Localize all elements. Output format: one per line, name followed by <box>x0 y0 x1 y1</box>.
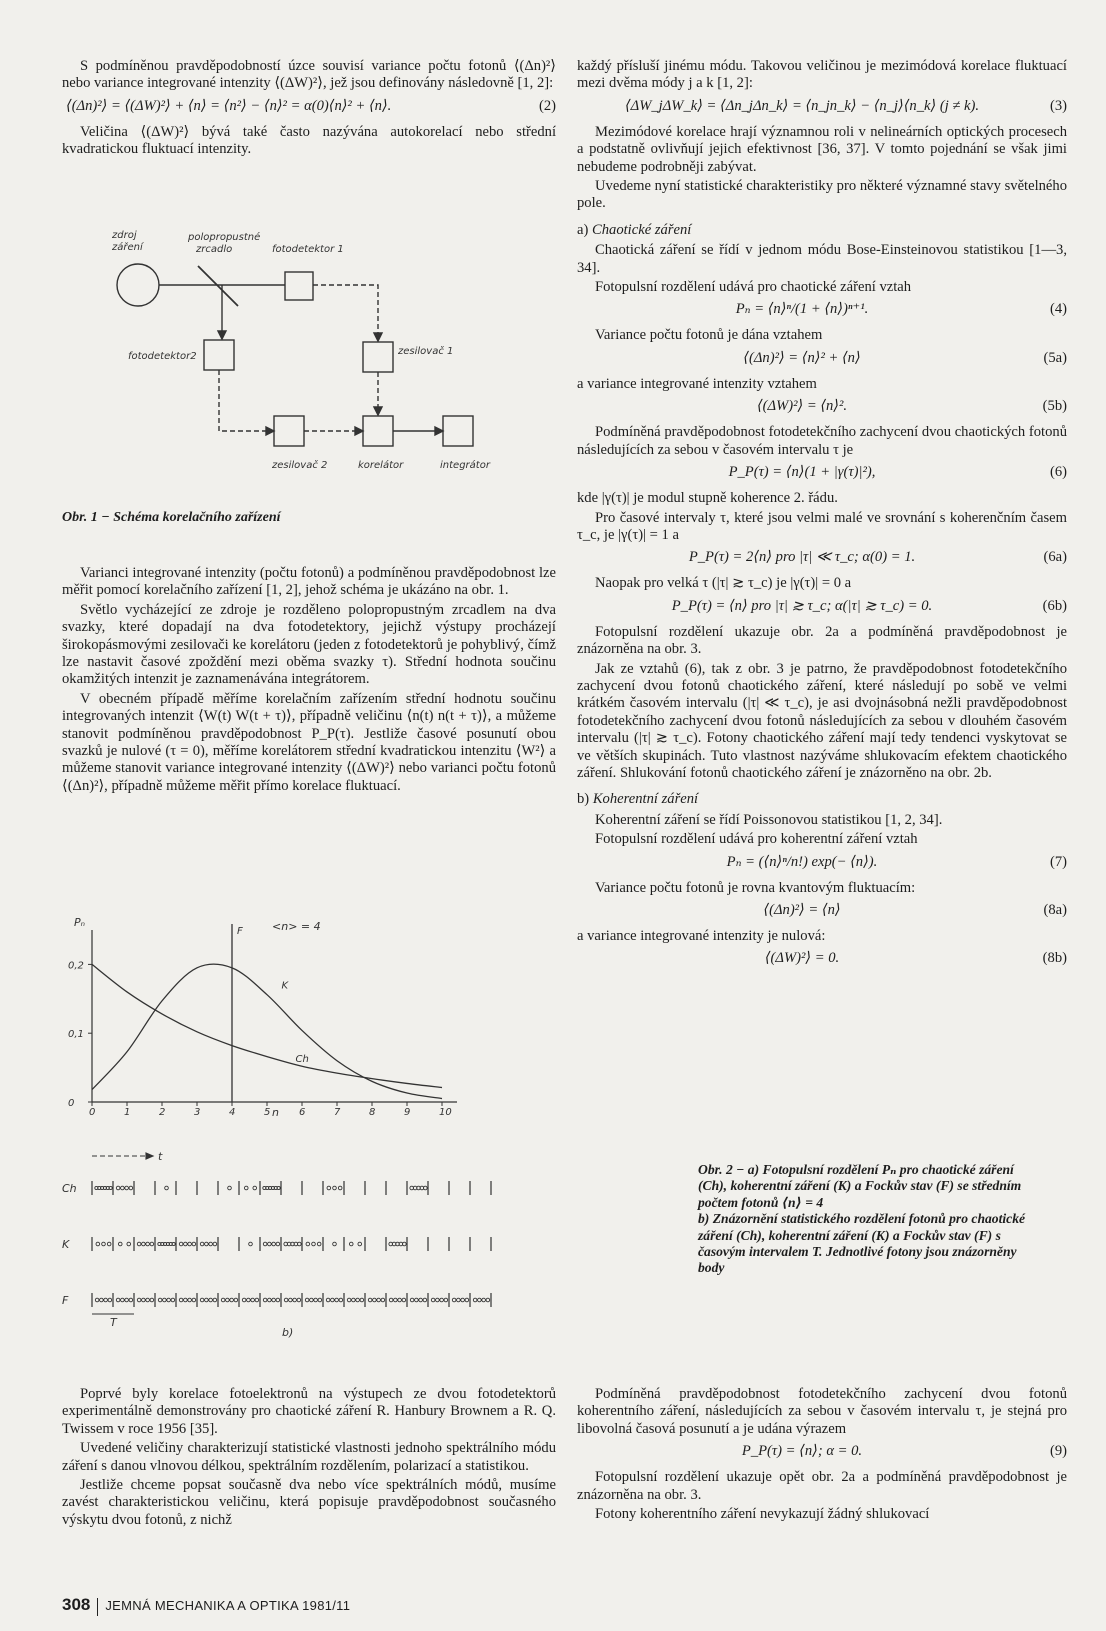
photon-dot <box>457 1298 461 1302</box>
y-tick-label: 0,1 <box>68 1029 84 1041</box>
photon-dot <box>338 1186 342 1190</box>
photon-dot <box>305 1298 309 1302</box>
equation-number: (7) <box>1049 853 1067 870</box>
equation-number: (5a) <box>1043 349 1067 366</box>
equation-number: (5b) <box>1042 398 1067 415</box>
arrow-icon <box>266 427 274 435</box>
photon-dot <box>356 1298 360 1302</box>
photon-dot <box>184 1298 188 1302</box>
equation-text: ⟨(ΔW)²⟩ = 0. <box>764 950 840 967</box>
photon-dot <box>310 1298 314 1302</box>
equation-6b <box>577 598 1067 617</box>
photon-dot <box>142 1242 146 1246</box>
y-tick-label: 0,2 <box>68 960 84 972</box>
arrow-icon <box>435 427 443 435</box>
photon-dot <box>209 1298 213 1302</box>
photon-dot <box>276 1242 280 1246</box>
paragraph: Pro časové intervaly τ, které jsou velmi malé ve srovnání s koherenčním časem τ_c, je |γ(τ)| = 1 a <box>577 509 1067 543</box>
page-footer <box>62 1595 350 1616</box>
photon-dot <box>163 1298 167 1302</box>
photon-dot <box>465 1298 469 1302</box>
photon-dot <box>249 1242 253 1246</box>
photon-dot <box>192 1242 196 1246</box>
left-column-middle <box>62 565 556 797</box>
photon-dot <box>333 1186 337 1190</box>
x-tick-label: 0 <box>89 1107 96 1117</box>
x-tick-label: 5 <box>264 1107 271 1117</box>
photon-dot <box>352 1298 356 1302</box>
photon-dot <box>402 1298 406 1302</box>
photon-dot <box>358 1242 362 1246</box>
footer-divider <box>97 1598 98 1616</box>
x-tick-label: 3 <box>194 1107 201 1117</box>
equation-5b <box>577 398 1067 417</box>
row-label-f: F <box>62 1294 69 1307</box>
right-column-top <box>577 58 1067 976</box>
left-column-bottom <box>62 1386 556 1531</box>
paragraph: Fotopulsní rozdělení ukazuje opět obr. 2a a podmíněná pravděpodobnost je znázorněna na obr. 3. <box>577 1469 1067 1503</box>
photon-dot <box>339 1298 343 1302</box>
equation-text: Pₙ = (⟨n⟩ⁿ/n!) exp(− ⟨n⟩). <box>726 853 878 870</box>
photon-dot <box>200 1242 204 1246</box>
photon-dot <box>272 1298 276 1302</box>
photon-dot <box>255 1298 259 1302</box>
figure-2a-chart <box>62 912 482 1117</box>
photon-dot <box>205 1298 209 1302</box>
photon-dot <box>306 1242 310 1246</box>
photon-dot <box>125 1186 129 1190</box>
photon-dot <box>293 1298 297 1302</box>
paragraph: Naopak pro velká τ (|τ| ≳ τ_c) je |γ(τ)| = 0 a <box>595 575 852 592</box>
photon-dot <box>200 1298 204 1302</box>
photon-dot <box>482 1298 486 1302</box>
photon-dot <box>95 1298 99 1302</box>
equation-4 <box>577 301 1067 320</box>
photon-dot <box>381 1298 385 1302</box>
photon-dot <box>272 1242 276 1246</box>
photodetector-1-box <box>285 272 313 300</box>
photon-dot <box>398 1298 402 1302</box>
photon-dot <box>108 1298 112 1302</box>
label-source: zdroj <box>112 230 137 241</box>
photon-dot <box>179 1298 183 1302</box>
equation-7 <box>577 854 1067 873</box>
x-axis-label: n <box>272 1106 279 1117</box>
photon-dot <box>335 1298 339 1302</box>
x-tick-label: 10 <box>439 1107 452 1117</box>
x-tick-label: 4 <box>229 1107 236 1117</box>
photon-dot <box>444 1298 448 1302</box>
photon-dot <box>213 1242 217 1246</box>
equation-number: (6b) <box>1042 597 1067 614</box>
paragraph: Fotopulsní rozdělení ukazuje obr. 2a a podmíněná pravděpodobnost je znázorněna na obr. 3. <box>577 623 1067 658</box>
equation-text: P_P(τ) = 2⟨n⟩ pro |τ| ≪ τ_c; α(0) = 1. <box>688 549 916 566</box>
equation-number: (6a) <box>1043 549 1067 566</box>
paragraph: Podmíněná pravděpodobnost fotodetekčního zachycení dvou chaotických fotonů následujících za sebou v časovém intervalu τ je <box>577 424 1067 458</box>
arrow-icon <box>218 331 226 339</box>
series-label-ch: Ch <box>295 1054 309 1066</box>
right-column-bottom <box>577 1386 1067 1525</box>
photon-dot <box>127 1242 131 1246</box>
photon-dot <box>419 1298 423 1302</box>
photon-dot <box>297 1298 301 1302</box>
equation-9 <box>577 1443 1067 1462</box>
equation-number: (2) <box>538 97 556 114</box>
photon-dot <box>415 1298 419 1302</box>
photon-dot <box>251 1298 255 1302</box>
equation-text: P_P(τ) = ⟨n⟩ pro |τ| ≳ τ_c; α(|τ| ≳ τ_c) = 0. <box>671 597 933 614</box>
photon-dot <box>314 1298 318 1302</box>
label-mirror: zrcadlo <box>196 244 233 255</box>
paragraph: Veličina ⟨(ΔW)²⟩ bývá také často nazývána autokorelací nebo střední kvadratickou fluktuací intenzity. <box>62 123 556 158</box>
x-tick-label: 7 <box>334 1107 341 1117</box>
label-radiation: záření <box>112 242 143 253</box>
photon-dot <box>209 1242 213 1246</box>
photon-dot <box>394 1298 398 1302</box>
series-line-k <box>92 964 442 1098</box>
photon-dot <box>486 1298 490 1302</box>
photon-dot <box>440 1298 444 1302</box>
photon-dot <box>192 1298 196 1302</box>
label-amplifier-1: zesilovač 1 <box>398 346 454 357</box>
photon-dot <box>167 1298 171 1302</box>
photon-dot <box>326 1298 330 1302</box>
photon-dot <box>146 1242 150 1246</box>
photon-dot <box>171 1298 175 1302</box>
figure-2-caption: Obr. 2 − a) Fotopulsní rozdělení Pₙ pro chaotické záření (Ch), koherentní záření (K) a Fockův stav (F) se středním počtem fotonů ⟨n⟩ = 4 b) Znázornění statistického rozdělení fotonů pro chaotické záření (Ch), koherentní záření (K) a Fockův stav (F) s časovým intervalem T. Jednotlivé fotony jsou znázorněny body <box>698 1162 1026 1276</box>
series-label-k: K <box>281 980 289 992</box>
arrow-icon <box>374 407 382 415</box>
equation-text: ⟨(Δn)²⟩ = ⟨n⟩² + ⟨n⟩ <box>743 349 861 366</box>
photon-dot <box>96 1242 100 1246</box>
label-amplifier-2: zesilovač 2 <box>272 460 328 471</box>
photon-dot <box>213 1298 217 1302</box>
photon-dot <box>268 1242 272 1246</box>
paragraph: Jestliže chceme popsat současně dva nebo více spektrálních módů, musíme zavést charakteristickou veličinu, která popisuje pravděpodobnost současného výskytu dvou fotonů, z nichž <box>62 1477 556 1528</box>
photon-dot <box>253 1186 257 1190</box>
photon-dot <box>146 1298 150 1302</box>
label-correlator: korelátor <box>358 460 404 471</box>
photon-dot <box>452 1298 456 1302</box>
photon-dot <box>318 1298 322 1302</box>
section-heading-coherent: b) Koherentní záření <box>577 791 699 808</box>
equation-number: (8b) <box>1042 950 1067 967</box>
photon-dot <box>247 1298 251 1302</box>
left-column-top <box>62 58 556 161</box>
photon-dot <box>165 1186 169 1190</box>
equation-text: Pₙ = ⟨n⟩ⁿ/(1 + ⟨n⟩)ⁿ⁺¹. <box>735 301 869 318</box>
equation-number: (6) <box>1049 464 1067 481</box>
photon-dot <box>104 1298 108 1302</box>
equation-number: (3) <box>1049 97 1067 114</box>
equation-2 <box>62 98 556 117</box>
equation-text: ⟨(Δn)²⟩ = ⟨(ΔW)²⟩ + ⟨n⟩ = ⟨n²⟩ − ⟨n⟩² = α(0)⟨n⟩² + ⟨n⟩. <box>66 97 392 114</box>
photon-dot <box>276 1298 280 1302</box>
figure-1-caption: Obr. 1 − Schéma korelačního zařízení <box>62 510 281 525</box>
photon-dot <box>312 1242 316 1246</box>
light-source-circle <box>117 264 159 306</box>
photon-dot <box>373 1298 377 1302</box>
photon-dot <box>129 1298 133 1302</box>
paragraph: Poprvé byly korelace fotoelektronů na výstupech ze dvou fotodetektorů experimentálně demonstrovány pro chaotické záření R. Hanbury Brownem a R. Q. Twissem v roce 1956 [35]. <box>62 1386 556 1437</box>
equation-text: P_P(τ) = ⟨n⟩; α = 0. <box>741 1443 863 1460</box>
photon-dot <box>436 1298 440 1302</box>
amplifier-1-box <box>363 342 393 372</box>
photon-dot <box>221 1298 225 1302</box>
label-photodetector-2: fotodetektor2 <box>128 351 197 362</box>
photon-dot <box>107 1242 111 1246</box>
x-tick-label: 2 <box>159 1107 166 1117</box>
arrow-icon <box>146 1153 153 1159</box>
photon-dot <box>205 1242 209 1246</box>
photon-dot <box>228 1186 232 1190</box>
x-tick-label: 1 <box>124 1107 131 1117</box>
equation-6a <box>577 549 1067 568</box>
equation-8a <box>577 902 1067 921</box>
photon-dot <box>129 1186 133 1190</box>
interval-T-label: T <box>110 1316 117 1329</box>
photon-dot <box>263 1242 267 1246</box>
photon-dot <box>226 1298 230 1302</box>
section-heading-chaotic: a) Chaotické záření <box>577 221 692 238</box>
photon-dot <box>331 1298 335 1302</box>
photon-dot <box>327 1186 331 1190</box>
photon-dot <box>234 1298 238 1302</box>
photon-dot <box>158 1298 162 1302</box>
photon-dot <box>347 1298 351 1302</box>
paragraph: Fotopulsní rozdělení udává pro koherentní záření vztah <box>595 831 918 848</box>
arrow-icon <box>374 333 382 341</box>
photon-dot <box>137 1242 141 1246</box>
paragraph: Uvedeme nyní statistické charakteristiky pro některé významné stavy světelného pole. <box>577 178 1067 212</box>
page-number: 308 <box>62 1595 91 1614</box>
equation-3 <box>577 98 1067 117</box>
paragraph: Chaotická záření se řídí v jednom módu Bose-Einsteinovou statistikou [1—3, 34]. <box>577 242 1067 276</box>
photon-dot <box>242 1298 246 1302</box>
photon-dot <box>431 1298 435 1302</box>
photon-dot <box>179 1242 183 1246</box>
photon-dot <box>410 1298 414 1302</box>
photon-dot <box>389 1298 393 1302</box>
paragraph: Fotony koherentního záření nevykazují žádný shlukovací <box>595 1506 930 1523</box>
time-label: t <box>158 1150 163 1163</box>
y-axis-label: Pₙ <box>74 916 86 929</box>
equation-number: (4) <box>1049 301 1067 318</box>
equation-text: ⟨ΔW_jΔW_k⟩ = ⟨Δn_jΔn_k⟩ = ⟨n_jn_k⟩ − ⟨n_j⟩⟨n_k⟩ (j ≠ k). <box>624 97 980 114</box>
photon-dot <box>116 1186 120 1190</box>
photon-dot <box>121 1298 125 1302</box>
equation-number: (9) <box>1049 1443 1067 1460</box>
photon-dot <box>121 1186 125 1190</box>
photon-dot <box>150 1242 154 1246</box>
equation-5a <box>577 350 1067 369</box>
photon-dot <box>137 1298 141 1302</box>
paragraph: kde |γ(τ)| je modul stupně koherence 2. řádu. <box>577 490 838 507</box>
photon-dot <box>349 1242 353 1246</box>
equation-text: P_P(τ) = ⟨n⟩(1 + |γ(τ)|²), <box>728 464 876 481</box>
photon-dot <box>478 1298 482 1302</box>
y-tick-label: 0 <box>68 1098 75 1109</box>
figure-2b-photon-rows <box>62 1144 502 1344</box>
photon-dot <box>188 1298 192 1302</box>
photon-dot <box>263 1298 267 1302</box>
photon-dot <box>142 1298 146 1302</box>
photon-dot <box>244 1186 248 1190</box>
magazine-name: JEMNÁ MECHANIKA A OPTIKA 1981/11 <box>105 1598 351 1613</box>
signal-line <box>313 285 378 340</box>
paragraph: Variance počtu fotonů je dána vztahem <box>595 327 823 344</box>
paragraph: a variance integrované intenzity vztahem <box>577 375 817 392</box>
photon-dot <box>461 1298 465 1302</box>
photon-dot <box>360 1298 364 1302</box>
photon-dot <box>317 1242 321 1246</box>
paragraph: Variance počtu fotonů je rovna kvantovým fluktuacím: <box>595 879 916 896</box>
paragraph: Uvedené veličiny charakterizují statistické vlastnosti jednoho spektrálního módu záření s danou vlnovou délkou, spektrálním rozdělením, polarizací a statistikou. <box>62 1440 556 1474</box>
row-label-k: K <box>62 1238 70 1251</box>
x-tick-label: 9 <box>404 1107 411 1117</box>
semi-transparent-mirror <box>198 266 238 306</box>
paragraph: a variance integrované intenzity je nulová: <box>577 928 826 944</box>
equation-number: (8a) <box>1043 902 1067 918</box>
figure-1-schematic <box>100 228 520 490</box>
paragraph: Varianci integrované intenzity (počtu fotonů) a podmíněnou pravděpodobnost lze měřit pomocí korelačního zařízení [1, 2], jehož schéma je ukázáno na obr. 1. <box>62 565 556 599</box>
paragraph: Světlo vycházející ze zdroje je rozděleno polopropustným zrcadlem na dva svazky, které dopadají na dva fotodetektory, jejichž výstupy procházejí širokopásmovými zesilovači ke korelátoru (jeden z fotodetektorů je pohyblivý, čímž lze nastavit časové zpoždění mezi oběma svazky τ). Střední hodnota součinu okamžitých intenzit je zaznamenávána integrátorem. <box>62 601 556 688</box>
x-tick-label: 6 <box>299 1107 306 1117</box>
arrow-icon <box>355 427 363 435</box>
photon-dot <box>230 1298 234 1302</box>
equation-text: ⟨(Δn)²⟩ = ⟨n⟩ <box>763 902 841 918</box>
paragraph: Fotopulsní rozdělení udává pro chaotické záření vztah <box>595 279 912 296</box>
photon-dot <box>184 1242 188 1246</box>
x-tick-label: 8 <box>369 1107 376 1117</box>
equation-6 <box>577 464 1067 483</box>
integrator-box <box>443 416 473 446</box>
label-photodetector-1: fotodetektor 1 <box>272 244 344 255</box>
photodetector-2-box <box>204 340 234 370</box>
amplifier-2-box <box>274 416 304 446</box>
paragraph: Mezimódové korelace hrají významnou roli v nelineárních optických procesech a podstatně ovlivňují jejich efektivnost [36, 37]. V tomto pojednání se však jimi nebudeme podrobněji zabývat. <box>577 123 1067 175</box>
paragraph: S podmíněnou pravděpodobností úzce souvisí variance počtu fotonů ⟨(Δn)²⟩ nebo variance integrované intenzity ⟨(ΔW)²⟩, jež jsou definovány následovně [1, 2]: <box>62 58 556 92</box>
photon-dot <box>333 1242 337 1246</box>
photon-dot <box>423 1298 427 1302</box>
equation-text: ⟨(ΔW)²⟩ = ⟨n⟩². <box>756 398 848 415</box>
photon-dot <box>116 1298 120 1302</box>
equation-8b <box>577 950 1067 969</box>
photon-dot <box>102 1242 106 1246</box>
fock-state-label: F <box>237 926 243 937</box>
photon-dot <box>268 1298 272 1302</box>
signal-line <box>219 370 272 431</box>
photon-dot <box>473 1298 477 1302</box>
paragraph: Podmíněná pravděpodobnost fotodetekčního zachycení dvou fotonů koherentního záření, následujících za sebou v časovém intervalu τ, je stejná pro libovolná časová posunutí a je udána výrazem <box>577 1386 1067 1437</box>
paragraph: Jak ze vztahů (6), tak z obr. 3 je patrno, že pravděpodobnost fotodetekčního zachycení dvou fotonů chaotického záření, které následují po sobě ve velmi krátkém časovém intervalu (|τ| ≪ τ_c), je asi dvojnásobná nežli pravděpodobnost fotodetekčního zachycení dvou fotonů následujících za sebou v dlouhém časovém intervalu (|τ| ≳ τ_c). Fotony chaotického záření mají tedy tendenci vyskytovat se ve větších skupinách. Tuto vlastnost nazýváme shlukovacím efektem chaotického záření. Shlukování fotonů chaotického záření je znázorněno na obr. 2b. <box>577 660 1067 781</box>
photon-dot <box>284 1298 288 1302</box>
paragraph: každý přísluší jinému módu. Takovou veličinou je mezimódová korelace fluktuací mezi dvěma módy j a k [1, 2]: <box>577 58 1067 92</box>
row-label-ch: Ch <box>62 1182 77 1195</box>
photon-dot <box>150 1298 154 1302</box>
photon-dot <box>100 1298 104 1302</box>
photon-dot <box>368 1298 372 1302</box>
photon-dot <box>118 1242 122 1246</box>
paragraph: Koherentní záření se řídí Poissonovou statistikou [1, 2, 34]. <box>595 811 943 828</box>
figure-2b-label: b) <box>282 1326 294 1339</box>
annotation-mean: <n> = 4 <box>272 920 321 933</box>
photon-dot <box>188 1242 192 1246</box>
photon-dot <box>377 1298 381 1302</box>
photon-dot <box>289 1298 293 1302</box>
photon-dot <box>125 1298 129 1302</box>
paragraph: V obecném případě měříme korelačním zařízením střední hodnotu součinu integrovaných intenzit ⟨W(t) W(t + τ)⟩, případně veličinu ⟨n(t) n(t + τ)⟩, a můžeme stanovit podmíněnou pravděpodobnost P_P(τ). Jestliže časové posunutí obou svazků je nulové (τ = 0), měříme korelátorem střední kvadratickou intenzitu ⟨W²⟩ a můžeme stanovit variance integrované intenzity ⟨(ΔW)²⟩ nebo varianci počtu fotonů ⟨(Δn)²⟩, případně můžeme měřit přímo korelace fluktuací. <box>62 690 556 794</box>
correlator-box <box>363 416 393 446</box>
label-semi-transparent: polopropustné <box>188 232 261 243</box>
label-integrator: integrátor <box>440 460 490 471</box>
